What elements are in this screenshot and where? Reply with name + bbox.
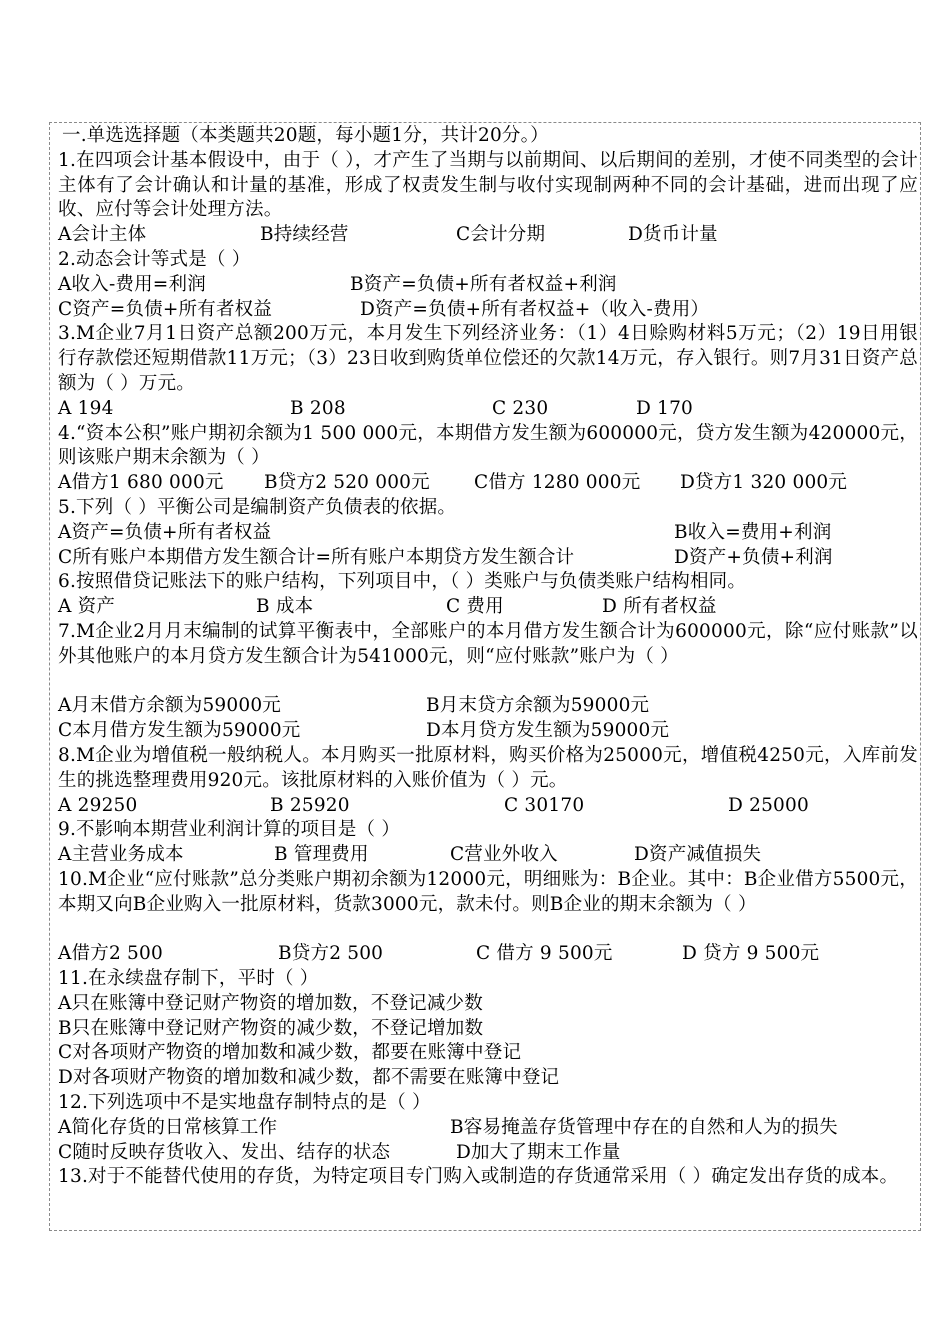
option-d: D资产+负债+利润: [674, 546, 833, 568]
section-title: 一.单选选择题（本类题共20题，每小题1分，共计20分。）: [62, 125, 549, 146]
question-8-stem: 8.M企业为增值税一般纳税人。本月购买一批原材料，购买价格为25000元，增值税4250元，入库前发生的挑选整理费用920元。该批原材料的入账价值为（ ）元。: [58, 744, 918, 791]
option-a: A资产=负债+所有者权益: [58, 521, 272, 543]
question-2-options: [58, 273, 918, 298]
option-a: A 资产: [58, 596, 116, 618]
option-c: C资产=负债+所有者权益: [58, 298, 273, 320]
question-1-options: [58, 223, 918, 248]
question-12-options-row2: [58, 1141, 918, 1166]
question-3-stem: 3.M企业7月1日资产总额200万元，本月发生下列经济业务：（1）4日赊购材料5万元；（2）19日用银行存款偿还短期借款11万元；（3）23日收到购货单位偿还的欠款14万元，存入银行。则7月31日资产总额为（ ）万元。: [58, 323, 918, 394]
question-6-stem: 6.按照借贷记账法下的账户结构，下列项目中，（ ）类账户与负债类账户结构相同。: [58, 571, 747, 593]
question-10-options: [58, 942, 918, 967]
question-5-options: [58, 521, 918, 546]
question-2-options-row2: [58, 298, 918, 323]
option-b: B容易掩盖存货管理中存在的自然和人为的损失: [450, 1116, 838, 1138]
option-b: B 25920: [270, 794, 350, 816]
option-c: C随时反映存货收入、发出、结存的状态: [58, 1141, 391, 1163]
option-b: B持续经营: [260, 224, 349, 246]
option-b: B 成本: [256, 596, 314, 618]
question-12-options: [58, 1116, 918, 1141]
question-7-options-row2: [58, 719, 918, 744]
option-c: C 费用: [446, 596, 504, 618]
option-b: B收入=费用+利润: [674, 521, 832, 543]
question-2-stem: 2.动态会计等式是（ ）: [58, 248, 251, 270]
option-d: D资产=负债+所有者权益+（收入-费用）: [360, 298, 710, 320]
option-c: C本月借方发生额为59000元: [58, 720, 301, 742]
option-a: A借方1 680 000元: [58, 472, 224, 494]
option-b: B月末贷方余额为59000元: [426, 695, 650, 717]
option-d: D 25000: [728, 794, 809, 816]
question-5-options-row2: [58, 546, 918, 571]
option-a: A借方2 500: [58, 943, 163, 965]
question-8-options: [58, 794, 918, 819]
question-7-stem: 7.M企业2月月末编制的试算平衡表中，全部账户的本月借方发生额合计为600000元，除“应付账款”以外其他账户的本月贷方发生额合计为541000元，则“应付账款”账户为（ ）: [58, 620, 918, 667]
option-c: C营业外收入: [450, 844, 558, 866]
option-b: B贷方2 500: [278, 943, 384, 965]
option-a: A会计主体: [58, 224, 147, 246]
option-d: D本月贷方发生额为59000元: [426, 720, 670, 742]
question-4-options: [58, 471, 918, 496]
option-a: A月末借方余额为59000元: [58, 695, 282, 717]
option-a: A 29250: [58, 794, 138, 816]
option-a: A收入-费用=利润: [58, 273, 206, 295]
option-b: B只在账簿中登记财产物资的减少数，不登记增加数: [58, 1017, 484, 1039]
option-a: A 194: [58, 397, 114, 419]
option-d: D加大了期末工作量: [456, 1141, 621, 1163]
option-a: A只在账簿中登记财产物资的增加数，不登记减少数: [58, 992, 483, 1014]
question-1-stem: 1.在四项会计基本假设中，由于（ ），才产生了当期与以前期间、以后期间的差别，才使不同类型的会计主体有了会计确认和计量的基准，形成了权责发生制与收付实现制两种不同的会计基础，进而出现了应收、应付等会计处理方法。: [58, 149, 918, 221]
question-9-stem: 9.不影响本期营业利润计算的项目是（ ）: [58, 819, 401, 841]
question-5-stem: 5.下列（ ）平衡公司是编制资产负债表的依据。: [58, 496, 457, 518]
question-11-stem: 11.在永续盘存制下，平时（ ）: [58, 968, 319, 990]
option-d: D货币计量: [628, 224, 718, 246]
option-c: C对各项财产物资的增加数和减少数，都要在账簿中登记: [58, 1042, 522, 1064]
option-a: A简化存货的日常核算工作: [58, 1116, 278, 1138]
question-7-options: [58, 694, 918, 719]
option-d: D 贷方 9 500元: [682, 943, 820, 965]
question-10-stem: 10.M企业“应付账款”总分类账户期初余额为12000元，明细账为：B企业。其中：B企业借方5500元，本期又向B企业购入一批原材料，货款3000元，款未付。则B企业的期末余额为（ ）: [58, 868, 918, 915]
option-d: D资产减值损失: [634, 844, 762, 866]
option-d: D贷方1 320 000元: [680, 472, 848, 494]
option-c: C所有账户本期借方发生额合计=所有账户本期贷方发生额合计: [58, 546, 575, 568]
option-c: C 30170: [504, 794, 585, 816]
option-c: C借方 1280 000元: [474, 472, 641, 494]
question-4-stem: 4.“资本公积”账户期初余额为1 500 000元，本期借方发生额为600000元，贷方发生额为420000元，则该账户期末余额为（ ）: [58, 422, 918, 469]
question-6-options: [58, 595, 918, 620]
option-b: B资产=负债+所有者权益+利润: [350, 273, 617, 295]
option-d: D对各项财产物资的增加数和减少数，都不需要在账簿中登记: [58, 1067, 560, 1089]
option-b: B 208: [290, 397, 346, 419]
question-13-stem: 13.对于不能替代使用的存货，为特定项目专门购入或制造的存货通常采用（ ）确定发出存货的成本。: [58, 1166, 899, 1188]
option-d: D 170: [636, 397, 694, 419]
question-9-options: [58, 843, 918, 868]
option-b: B贷方2 520 000元: [264, 472, 430, 494]
option-b: B 管理费用: [274, 844, 369, 866]
option-c: C 230: [492, 397, 549, 419]
option-d: D 所有者权益: [602, 596, 717, 618]
question-3-options: [58, 397, 918, 422]
option-a: A主营业务成本: [58, 844, 184, 866]
exam-content: [58, 124, 918, 1215]
option-c: C 借方 9 500元: [476, 943, 613, 965]
question-12-stem: 12.下列选项中不是实地盘存制特点的是（ ）: [58, 1092, 431, 1114]
option-c: C会计分期: [456, 224, 546, 246]
